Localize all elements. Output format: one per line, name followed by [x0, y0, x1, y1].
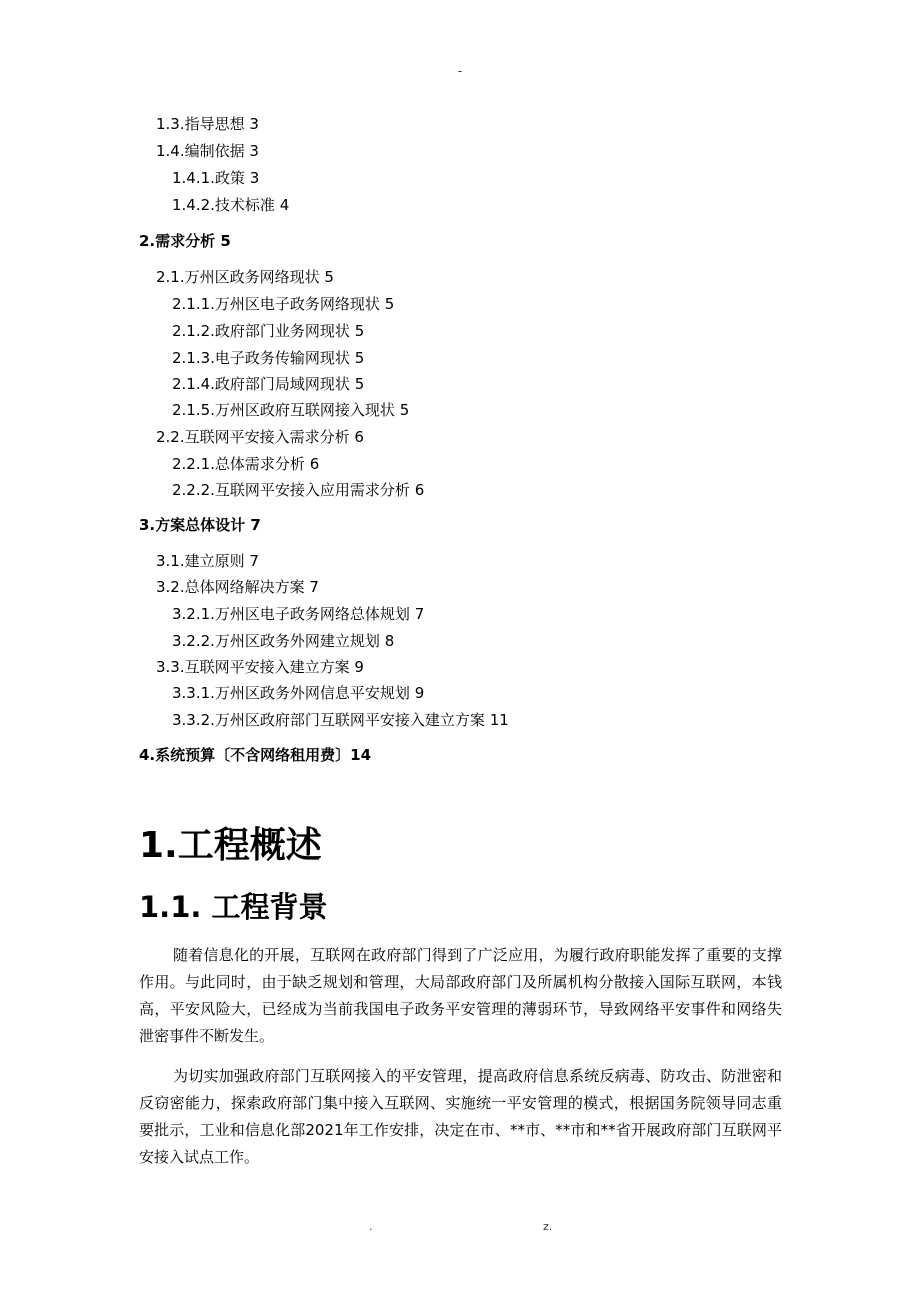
toc-entry[interactable]: 2.1.万州区政务网络现状 5 [156, 268, 334, 286]
toc-entry[interactable]: 2.2.互联网平安接入需求分析 6 [156, 428, 364, 446]
toc-entry[interactable]: 2.1.4.政府部门局域网现状 5 [172, 375, 365, 393]
footer-mark-left: . [369, 1220, 373, 1233]
footer-mark-right: z. [543, 1220, 553, 1233]
toc-entry[interactable]: 2.1.1.万州区电子政务网络现状 5 [172, 295, 395, 313]
toc-entry[interactable]: 4.系统预算〔不含网络租用费〕14 [139, 746, 372, 764]
body-paragraph: 随着信息化的开展，互联网在政府部门得到了广泛应用，为履行政府职能发挥了重要的支撑作用。与此同时，由于缺乏规划和管理，大局部政府部门及所属机构分散接入国际互联网，本钱高，平安风险大，已经成为当前我国电子政务平安管理的薄弱环节，导致网络平安事件和网络失泄密事件不断发生。 [139, 946, 782, 1045]
body-paragraph: 为切实加强政府部门互联网接入的平安管理，提高政府信息系统反病毒、防攻击、防泄密和反窃密能力，探索政府部门集中接入互联网、实施统一平安管理的模式，根据国务院领导同志重要批示，工业和信息化部2021年工作安排，决定在市、**市、**市和**省开展政府部门互联网平安接入试点工作。 [139, 1067, 782, 1166]
toc-entry[interactable]: 3.1.建立原则 7 [156, 552, 259, 570]
toc-entry[interactable]: 2.1.3.电子政务传输网现状 5 [172, 349, 365, 367]
toc-entry[interactable]: 3.2.2.万州区政务外网建立规划 8 [172, 632, 395, 650]
toc-entry[interactable]: 1.4.1.政策 3 [172, 169, 260, 187]
toc-entry[interactable]: 3.方案总体设计 7 [139, 516, 261, 534]
toc-entry[interactable]: 3.3.互联网平安接入建立方案 9 [156, 658, 364, 676]
toc-entry[interactable]: 2.需求分析 5 [139, 232, 231, 250]
toc-entry[interactable]: 1.4.2.技术标准 4 [172, 196, 290, 214]
toc-entry[interactable]: 3.2.1.万州区电子政务网络总体规划 7 [172, 605, 425, 623]
subsection-heading: 1.1. 工程背景 [139, 890, 328, 924]
toc-entry[interactable]: 3.3.2.万州区政府部门互联网平安接入建立方案 11 [172, 711, 509, 729]
header-mark: - [457, 64, 463, 78]
toc-entry[interactable]: 2.2.2.互联网平安接入应用需求分析 6 [172, 481, 425, 499]
toc-entry[interactable]: 2.1.2.政府部门业务网现状 5 [172, 322, 365, 340]
toc-entry[interactable]: 2.1.5.万州区政府互联网接入现状 5 [172, 401, 410, 419]
toc-entry[interactable]: 2.2.1.总体需求分析 6 [172, 455, 320, 473]
toc-entry[interactable]: 3.3.1.万州区政务外网信息平安规划 9 [172, 684, 425, 702]
toc-entry[interactable]: 1.3.指导思想 3 [156, 115, 259, 133]
toc-entry[interactable]: 3.2.总体网络解决方案 7 [156, 578, 319, 596]
toc-entry[interactable]: 1.4.编制依据 3 [156, 142, 259, 160]
section-heading: 1.工程概述 [139, 825, 322, 866]
